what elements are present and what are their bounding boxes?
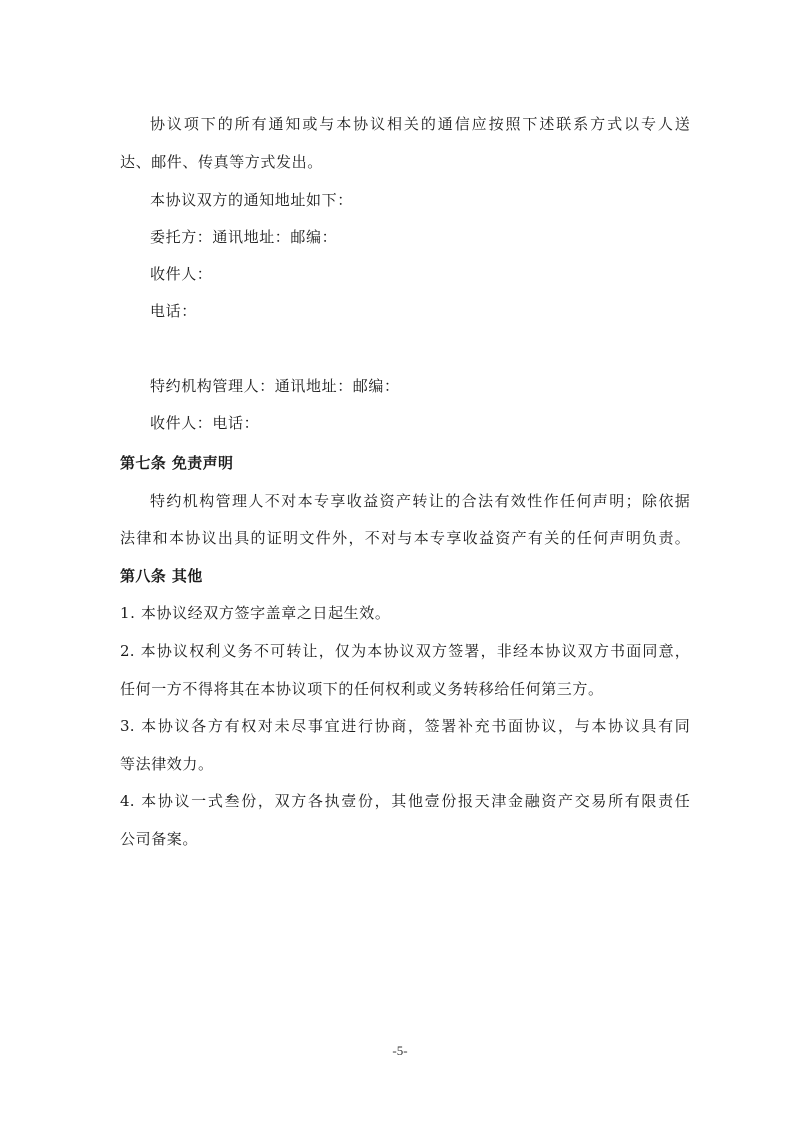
article-8-item-3-line-1: 3. 本协议各方有权对未尽事宜进行协商，签署补充书面协议，与本协议具有同 — [120, 717, 690, 735]
client-recipient-line: 收件人： — [150, 265, 213, 283]
notice-paragraph-line-1: 协议项下的所有通知或与本协议相关的通信应按照下述联系方式以专人送 — [150, 115, 690, 133]
manager-address-line: 特约机构管理人：通讯地址：邮编： — [150, 377, 400, 395]
article-8-item-4-line-1: 4. 本协议一式叁份，双方各执壹份，其他壹份报天津金融资产交易所有限责任 — [120, 792, 690, 810]
article-7-paragraph-line-2: 法律和本协议出具的证明文件外，不对与本专享收益资产有关的任何声明负责。 — [120, 529, 690, 547]
article-7-paragraph-line-1: 特约机构管理人不对本专享收益资产转让的合法有效性作任何声明；除依据 — [150, 492, 690, 510]
article-8-item-4-line-2: 公司备案。 — [120, 830, 199, 848]
article-8-item-3-line-2: 等法律效力。 — [120, 755, 214, 773]
client-address-line: 委托方：通讯地址：邮编： — [150, 228, 338, 246]
article-8-item-2-line-1: 2. 本协议权利义务不可转让，仅为本协议双方签署，非经本协议双方书面同意， — [120, 642, 690, 660]
article-8-heading: 第八条 其他 — [120, 567, 203, 585]
article-8-item-1: 1. 本协议经双方签字盖章之日起生效。 — [120, 604, 391, 622]
notice-addresses-intro: 本协议双方的通知地址如下： — [150, 191, 353, 209]
article-8-item-2-line-2: 任何一方不得将其在本协议项下的任何权利或义务转移给任何第三方。 — [120, 680, 604, 698]
client-phone-line: 电话： — [150, 302, 197, 320]
notice-paragraph-line-2: 达、邮件、传真等方式发出。 — [120, 153, 323, 171]
article-7-heading: 第七条 免责声明 — [120, 454, 234, 472]
page-number: -5- — [392, 1043, 408, 1058]
manager-recipient-phone-line: 收件人：电话： — [150, 414, 260, 432]
